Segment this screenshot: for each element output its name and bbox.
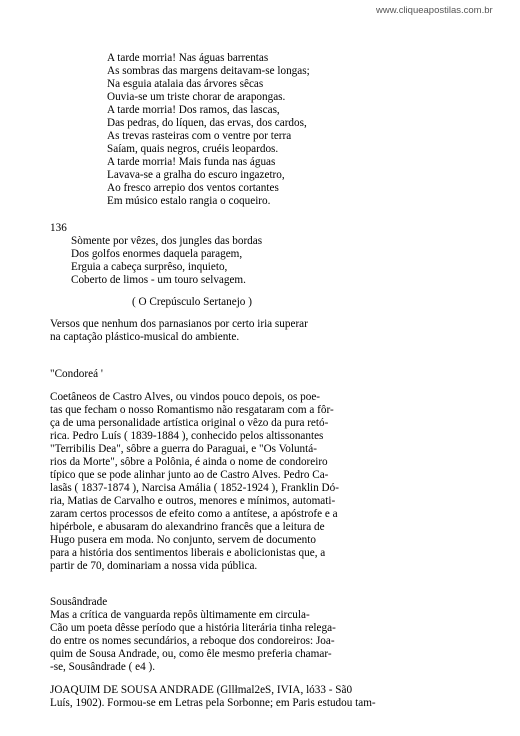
text-line: do entre os nomes secundários, a reboque dos condoreiros: Joa- <box>50 635 335 647</box>
poem-line: As sombras das margens deitavam-se longas; <box>107 65 310 77</box>
text-line: ça de uma personalidade artística original o vêzo da pura retó- <box>50 417 329 429</box>
text-line: "Terribilis Dea", sôbre a guerra do Paraguai, e "Os Voluntá- <box>50 443 317 455</box>
text-line: Hugo pusera em moda. No conjunto, servem de documento <box>50 534 316 546</box>
text-line: típico que se pode alinhar junto ao de Castro Alves. Pedro Ca- <box>50 469 329 481</box>
poem-line: A tarde morria! Nas águas barrentas <box>107 52 269 64</box>
text-line: rica. Pedro Luís ( 1839-1884 ), conhecido pelos altissonantes <box>50 430 324 442</box>
page-number: 136 <box>50 222 67 234</box>
text-line: tas que fecham o nosso Romantismo não resgataram com a fôr- <box>50 404 334 416</box>
poem-line: Coberto de limos - um touro selvagem. <box>71 274 246 286</box>
site-url-header: www.cliqueapostilas.com.br <box>376 5 493 16</box>
text-line: hipérbole, e abusaram do alexandrino francês que a leitura de <box>50 521 325 533</box>
section-title: Sousândrade <box>50 596 108 608</box>
text-line: rios da Morte", sôbre a Polônia, é ainda o nome de condoreiro <box>50 456 328 468</box>
poem-line: Ouvia-se um triste chorar de arapongas. <box>107 91 286 103</box>
text-line: JOAQUIM DE SOUSA ANDRADE (Gllłmal2eS, IVIA, ló33 - Sã0 <box>50 684 353 696</box>
text-line: para a história dos sentimentos liberais e abolicionistas que, a <box>50 547 326 559</box>
poem-line: Ao fresco arrepio dos ventos cortantes <box>107 182 279 194</box>
text-line: zaram certos processos de efeito como a antítese, a apóstrofe e a <box>50 508 338 520</box>
poem-line: A tarde morria! Mais funda nas águas <box>107 156 276 168</box>
poem-line: Na esguia atalaia das árvores sêcas <box>107 78 264 90</box>
poem-line: Saíam, quais negros, cruéis leopardos. <box>107 143 279 155</box>
text-line: partir de 70, dominariam a nossa vida pública. <box>50 560 258 572</box>
text-line: Versos que nenhum dos parnasianos por certo iria superar <box>50 318 308 330</box>
text-line: Mas a crítica de vanguarda repôs ùltimamente em circula- <box>50 609 310 621</box>
text-line: lasãs ( 1837-1874 ), Narcisa Amália ( 1852-1924 ), Franklin Dó- <box>50 482 339 494</box>
text-line: -se, Sousândrade ( e4 ). <box>50 661 156 673</box>
text-line: na captação plástico-musical do ambiente. <box>50 331 240 343</box>
poem-line: Lavava-se a gralha do escuro ingazetro, <box>107 169 285 181</box>
poem-source: ( O Crepúsculo Sertanejo ) <box>132 296 252 308</box>
text-line: ria, Matias de Carvalho e outros, menores e mínimos, automati- <box>50 495 336 507</box>
text-line: Coetâneos de Castro Alves, ou vindos pouco depois, os poe- <box>50 391 321 403</box>
poem-line: A tarde morria! Dos ramos, das lascas, <box>107 104 280 116</box>
poem-line: Dos golfos enormes daquela paragem, <box>71 248 243 260</box>
poem-line: Em músico estalo rangia o coqueiro. <box>107 195 271 207</box>
poem-line: As trevas rasteiras com o ventre por terra <box>107 130 292 142</box>
text-line: Cão um poeta dêsse período que a história literária tinha relega- <box>50 622 336 634</box>
poem-line: Sòmente por vêzes, dos jungles das bordas <box>71 235 263 247</box>
text-line: Luís, 1902). Formou-se em Letras pela Sorbonne; em Paris estudou tam- <box>50 697 376 709</box>
poem-line: Erguia a cabeça surprêso, inquieto, <box>71 261 228 273</box>
poem-line: Das pedras, do líquen, das ervas, dos cardos, <box>107 117 307 129</box>
section-title: "Condoreá ' <box>50 368 103 380</box>
text-line: quim de Sousa Andrade, ou, como êle mesmo preferia chamar- <box>50 648 332 660</box>
